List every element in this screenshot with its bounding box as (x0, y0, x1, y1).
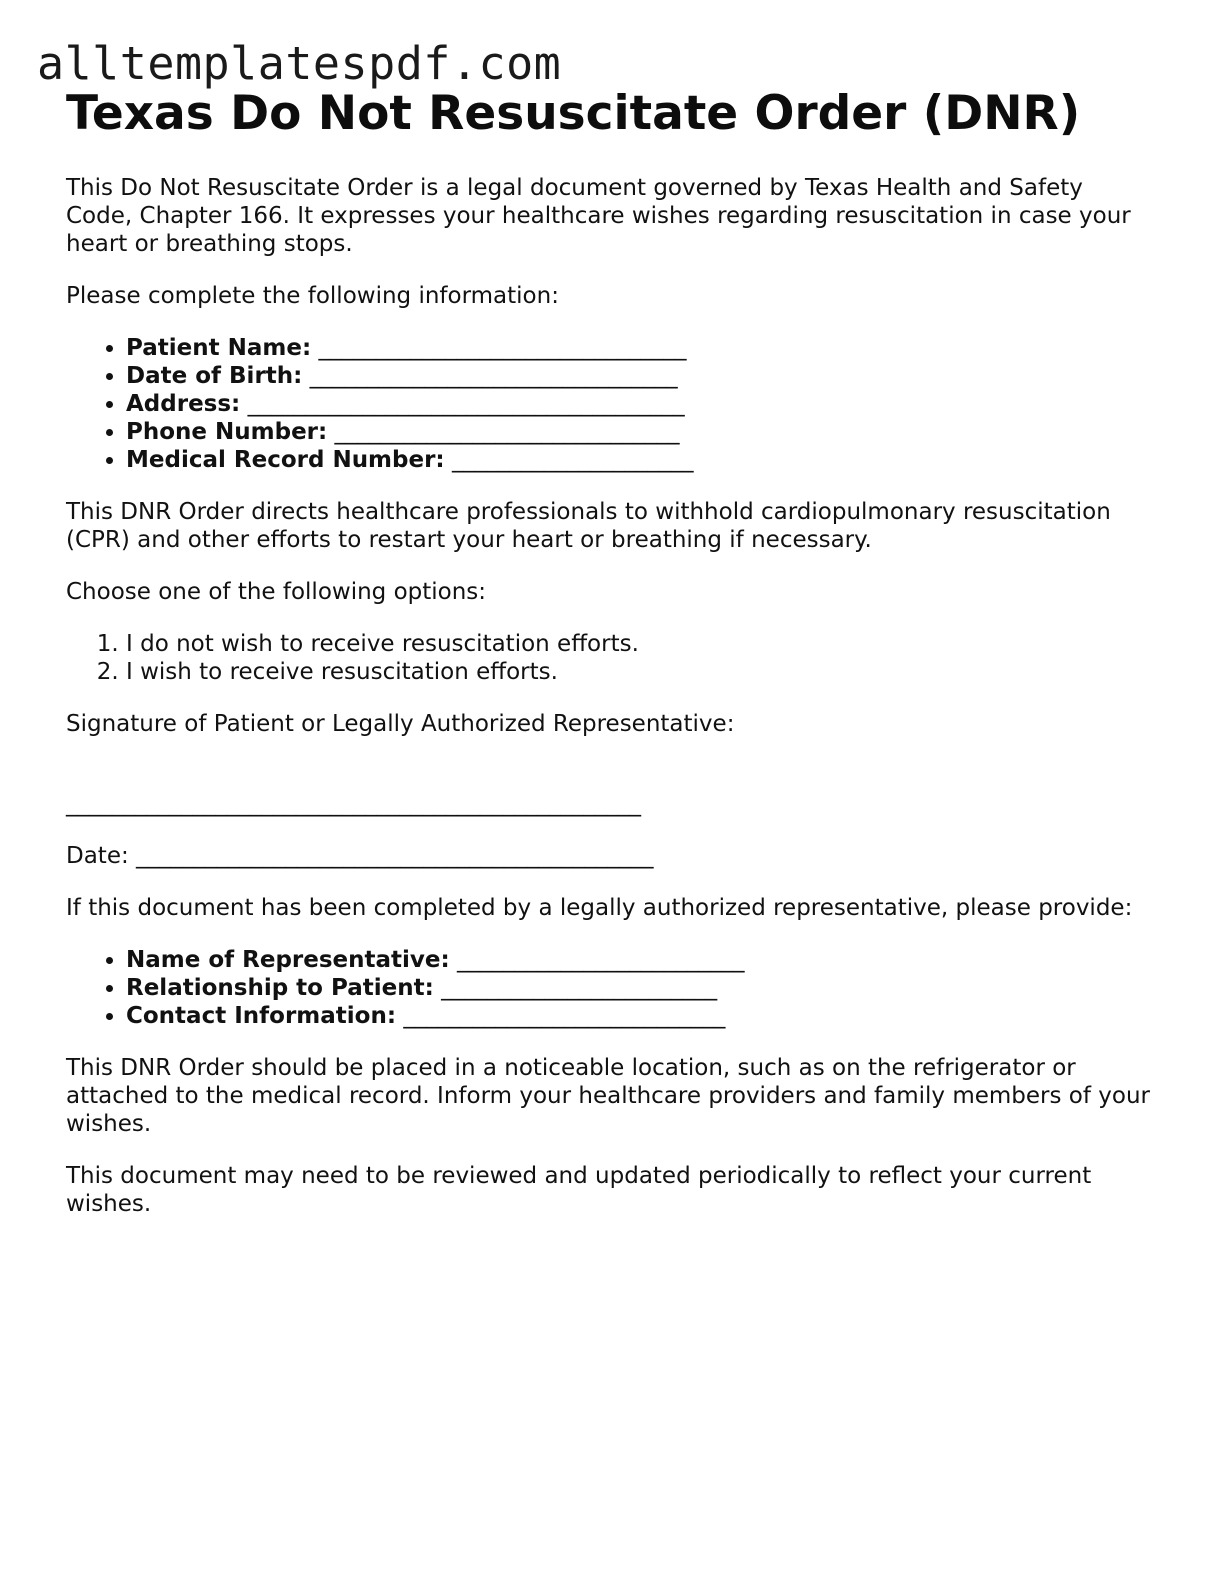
choose-prompt: Choose one of the following options: (66, 579, 487, 605)
date-label: Date: (66, 843, 129, 869)
field-label: Relationship to Patient: (126, 975, 434, 1001)
intro-paragraph: This Do Not Resuscitate Order is a legal document governed by Texas Health and Safety Code, Chapter 166. It expresses your healthcare wishes regarding resuscitation in case your heart or breathing stops. (66, 175, 1131, 257)
document-body (66, 174, 1156, 1242)
field-label: Phone Number: (126, 419, 328, 445)
signature-line[interactable]: __________________________________________________ (66, 791, 641, 817)
field-blank[interactable]: ____________________________ (403, 1003, 726, 1029)
field-blank[interactable]: _____________________ (451, 447, 694, 473)
signature-label: Signature of Patient or Legally Authorized Representative: (66, 711, 735, 737)
field-blank[interactable]: ________________________ (441, 975, 718, 1001)
field-blank[interactable]: ______________________________ (334, 419, 680, 445)
field-label: Name of Representative: (126, 947, 450, 973)
contact-information-field[interactable] (126, 1002, 1156, 1030)
option-resuscitation[interactable]: 2. I wish to receive resuscitation efforts. (126, 658, 1156, 686)
date-of-birth-field[interactable] (126, 362, 1156, 390)
patient-name-field[interactable] (126, 334, 1156, 362)
page-title: Texas Do Not Resuscitate Order (DNR) (66, 86, 1081, 141)
field-label: Address: (126, 391, 241, 417)
options-list (66, 630, 1156, 686)
address-field[interactable] (126, 390, 1156, 418)
field-label: Date of Birth: (126, 363, 303, 389)
watermark-text: alltemplatespdf.com (37, 37, 562, 90)
representative-name-field[interactable] (126, 946, 1156, 974)
directive-paragraph: This DNR Order directs healthcare professionals to withhold cardiopulmonary resuscitation (CPR) and other efforts to restart your heart or breathing if necessary. (66, 499, 1111, 553)
phone-number-field[interactable] (126, 418, 1156, 446)
medical-record-number-field[interactable] (126, 446, 1156, 474)
field-blank[interactable]: ________________________________ (309, 363, 678, 389)
representative-info-list (66, 946, 1156, 1030)
date-line[interactable]: _____________________________________________ (136, 843, 654, 869)
field-label: Contact Information: (126, 1003, 397, 1029)
option-no-resuscitation[interactable]: 1. I do not wish to receive resuscitation efforts. (126, 630, 1156, 658)
field-label: Medical Record Number: (126, 447, 445, 473)
representative-prompt: If this document has been completed by a legally authorized representative, please provide: (66, 895, 1133, 921)
review-note: This document may need to be reviewed and updated periodically to reflect your current wishes. (66, 1163, 1092, 1217)
complete-prompt: Please complete the following information: (66, 283, 559, 309)
patient-info-list (66, 334, 1156, 474)
field-blank[interactable]: ______________________________________ (247, 391, 685, 417)
relationship-field[interactable] (126, 974, 1156, 1002)
field-label: Patient Name: (126, 335, 312, 361)
field-blank[interactable]: _________________________ (457, 947, 745, 973)
field-blank[interactable]: ________________________________ (318, 335, 687, 361)
date-row (66, 842, 1156, 870)
placement-note: This DNR Order should be placed in a noticeable location, such as on the refrigerator or attached to the medical record. Inform your healthcare providers and family members of your wishes. (66, 1055, 1150, 1137)
